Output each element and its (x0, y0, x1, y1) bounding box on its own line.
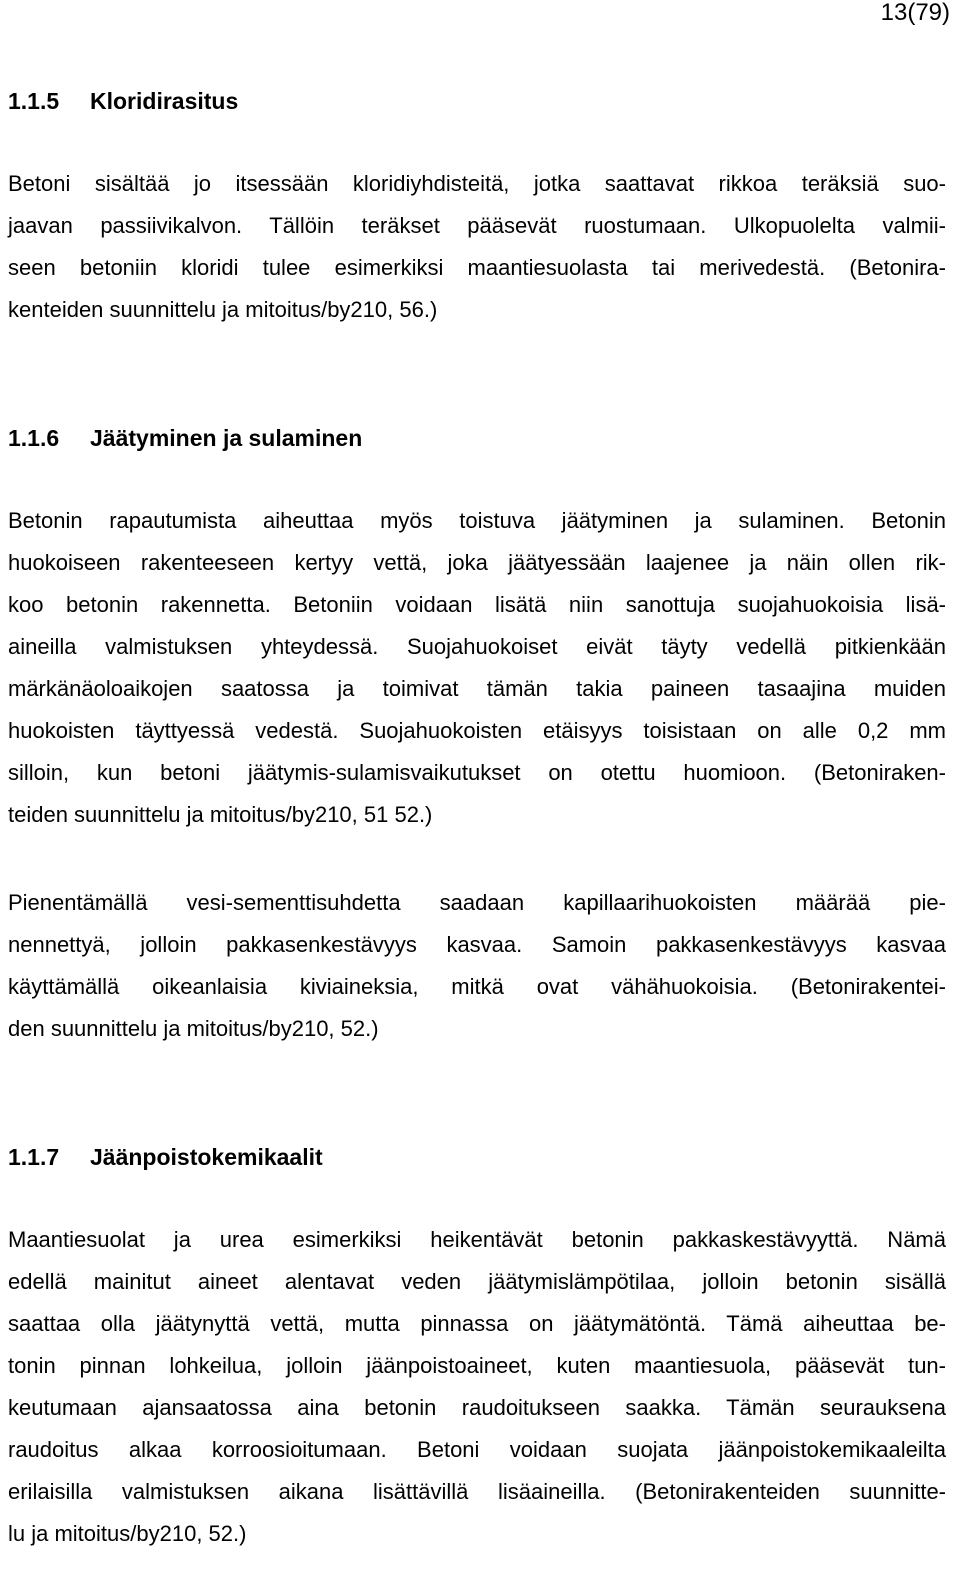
paragraph-line: huokoisten täyttyessä vedestä. Suojahuokoisten etäisyys toisistaan on alle 0,2 mm (8, 718, 946, 743)
paragraph (8, 500, 946, 836)
section-title: Jäätyminen ja sulaminen (90, 425, 363, 451)
paragraph-line: keutumaan ajansaatossa aina betonin raudoitukseen saakka. Tämän seurauksena (8, 1395, 946, 1420)
paragraph-line: erilaisilla valmistuksen aikana lisättävillä lisäaineilla. (Betonirakenteiden suunnitte- (8, 1479, 946, 1504)
section-number: 1.1.7 (8, 1144, 60, 1170)
paragraph-line: Maantiesuolat ja urea esimerkiksi heikentävät betonin pakkaskestävyyttä. Nämä (8, 1227, 946, 1252)
paragraph-line: saattaa olla jäätynyttä vettä, mutta pinnassa on jäätymätöntä. Tämä aiheuttaa be- (8, 1311, 946, 1336)
paragraph-line: raudoitus alkaa korroosioitumaan. Betoni voidaan suojata jäänpoistokemikaaleilta (8, 1437, 946, 1462)
paragraph (8, 163, 946, 331)
section-title: Jäänpoistokemikaalit (90, 1144, 323, 1170)
paragraph-line: lu ja mitoitus/by210, 52.) (8, 1521, 247, 1546)
paragraph-line: nennettyä, jolloin pakkasenkestävyys kasvaa. Samoin pakkasenkestävyys kasvaa (8, 932, 946, 957)
paragraph-line: silloin, kun betoni jäätymis-sulamisvaikutukset on otettu huomioon. (Betoniraken- (8, 760, 946, 785)
paragraph-line: teiden suunnittelu ja mitoitus/by210, 51 52.) (8, 802, 433, 827)
paragraph-line: Betonin rapautumista aiheuttaa myös toistuva jäätyminen ja sulaminen. Betonin (8, 508, 946, 533)
paragraph (8, 882, 946, 1050)
paragraph-line: märkänäoloaikojen saatossa ja toimivat tämän takia paineen tasaajina muiden (8, 676, 946, 701)
paragraph-line: käyttämällä oikeanlaisia kiviaineksia, mitkä ovat vähähuokoisia. (Betonirakentei- (8, 974, 946, 999)
paragraph-line: Pienentämällä vesi-sementtisuhdetta saadaan kapillaarihuokoisten määrää pie- (8, 890, 946, 915)
paragraph-line: den suunnittelu ja mitoitus/by210, 52.) (8, 1016, 379, 1041)
section-number: 1.1.5 (8, 88, 60, 114)
paragraph-line: kenteiden suunnittelu ja mitoitus/by210, 56.) (8, 297, 438, 322)
paragraph-line: edellä mainitut aineet alentavat veden jäätymislämpötilaa, jolloin betonin sisällä (8, 1269, 946, 1294)
section-heading-1-1-5 (8, 86, 238, 116)
paragraph-line: aineilla valmistuksen yhteydessä. Suojahuokoiset eivät täyty vedellä pitkienkään (8, 634, 946, 659)
section-heading-1-1-6 (8, 423, 362, 453)
paragraph-line: huokoiseen rakenteeseen kertyy vettä, joka jäätyessään laajenee ja näin ollen rik- (8, 550, 946, 575)
paragraph-line: seen betoniin kloridi tulee esimerkiksi maantiesuolasta tai merivedestä. (Betonira- (8, 255, 946, 280)
section-number: 1.1.6 (8, 425, 60, 451)
paragraph-line: koo betonin rakennetta. Betoniin voidaan lisätä niin sanottuja suojahuokoisia lisä- (8, 592, 946, 617)
paragraph-line: tonin pinnan lohkeilua, jolloin jäänpoistoaineet, kuten maantiesuola, pääsevät tun- (8, 1353, 946, 1378)
section-heading-1-1-7 (8, 1142, 323, 1172)
paragraph-line: Betoni sisältää jo itsessään kloridiyhdisteitä, jotka saattavat rikkoa teräksiä suo- (8, 171, 946, 196)
section-title: Kloridirasitus (90, 88, 239, 114)
paragraph-line: jaavan passiivikalvon. Tällöin teräkset pääsevät ruostumaan. Ulkopuolelta valmii- (8, 213, 946, 238)
page-number: 13(79) (880, 0, 950, 26)
paragraph (8, 1219, 946, 1555)
